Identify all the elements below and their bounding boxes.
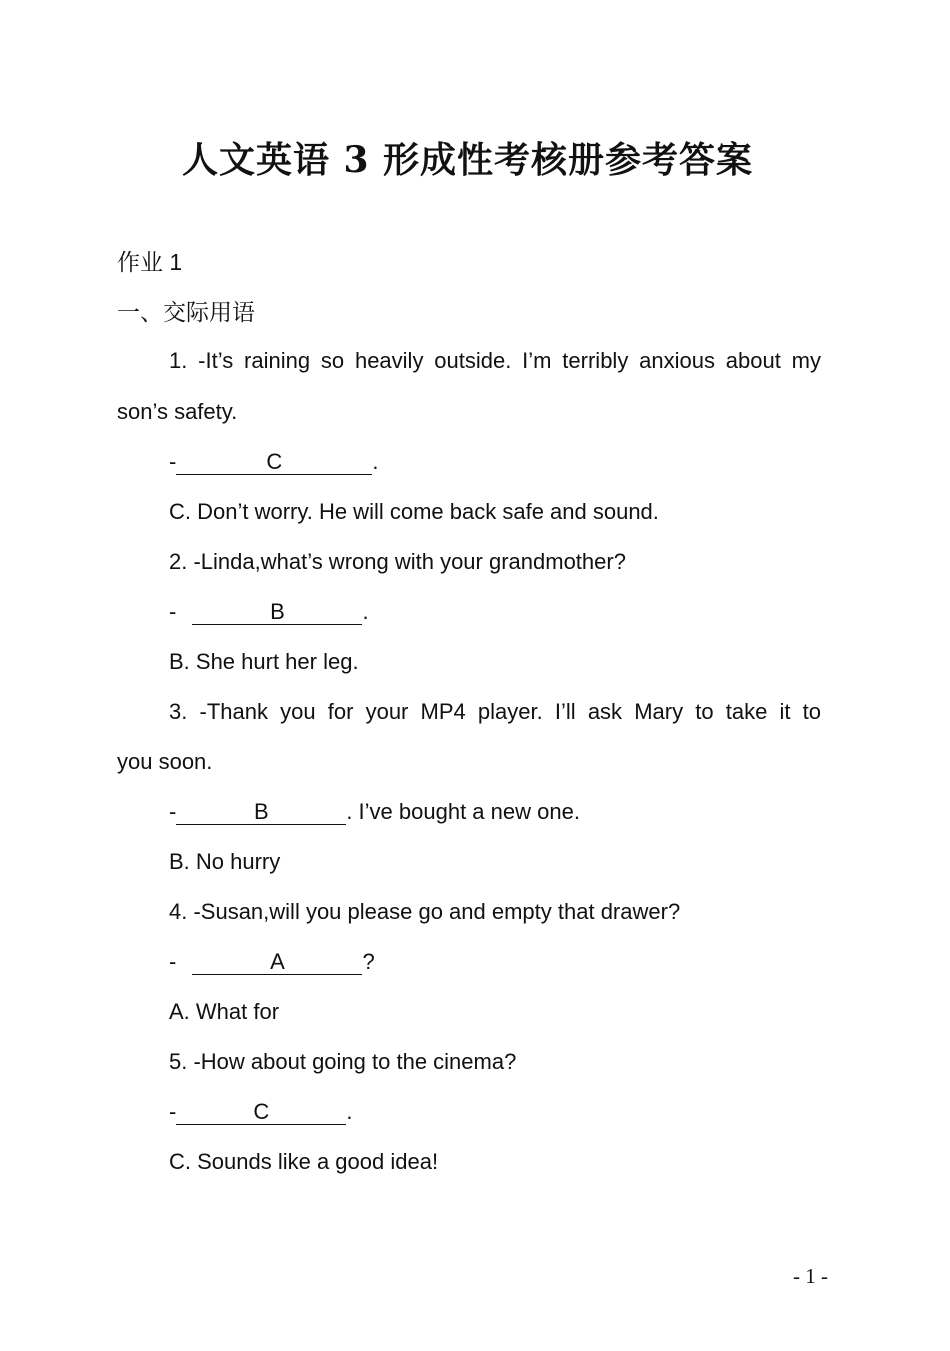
question-1-blank-line	[169, 447, 378, 477]
blank-prefix: -	[169, 949, 183, 974]
question-3-answer: B. No hurry	[169, 849, 281, 874]
question-3-blank-line	[169, 797, 580, 827]
question-5-answer: C. Sounds like a good idea!	[169, 1149, 439, 1174]
answer-blank: C	[176, 450, 372, 475]
question-1-prompt-continued: son’s safety.	[117, 399, 238, 424]
blank-suffix: . I’ve bought a new one.	[346, 799, 580, 824]
blank-suffix: .	[362, 599, 369, 624]
question-4-prompt: 4. -Susan,will you please go and empty that drawer?	[169, 899, 681, 924]
question-2-prompt: 2. -Linda,what’s wrong with your grandmother?	[169, 549, 626, 574]
document-title: 人文英语 3 形成性考核册参考答案	[181, 139, 754, 181]
blank-prefix: -	[169, 449, 177, 474]
question-4-answer: A. What for	[169, 999, 280, 1024]
blank-prefix: -	[169, 1099, 177, 1124]
question-2-answer: B. She hurt her leg.	[169, 649, 359, 674]
question-1-answer: C. Don’t worry. He will come back safe and sound.	[169, 499, 659, 524]
blank-prefix: -	[169, 599, 183, 624]
page-number: - 1 -	[793, 1264, 828, 1288]
blank-prefix: -	[169, 799, 177, 824]
question-3-prompt-continued: you soon.	[117, 749, 213, 774]
assignment-heading: 作业 1	[117, 249, 183, 275]
blank-suffix: ?	[362, 949, 375, 974]
question-5-prompt: 5. -How about going to the cinema?	[169, 1049, 517, 1074]
question-5-blank-line	[169, 1097, 352, 1127]
blank-suffix: .	[346, 1099, 353, 1124]
blank-suffix: .	[372, 449, 379, 474]
answer-blank: B	[176, 800, 346, 825]
question-4-blank-line	[169, 947, 375, 977]
question-3-prompt: 3. -Thank you for your MP4 player. I’ll ask Mary to take it to	[169, 699, 821, 724]
section-heading: 一、交际用语	[117, 299, 255, 325]
question-1-prompt: 1. -It’s raining so heavily outside. I’m terribly anxious about my	[169, 348, 821, 373]
question-2-blank-line	[169, 597, 369, 627]
answer-blank: B	[192, 600, 362, 625]
answer-blank: A	[192, 950, 362, 975]
answer-blank: C	[176, 1100, 346, 1125]
